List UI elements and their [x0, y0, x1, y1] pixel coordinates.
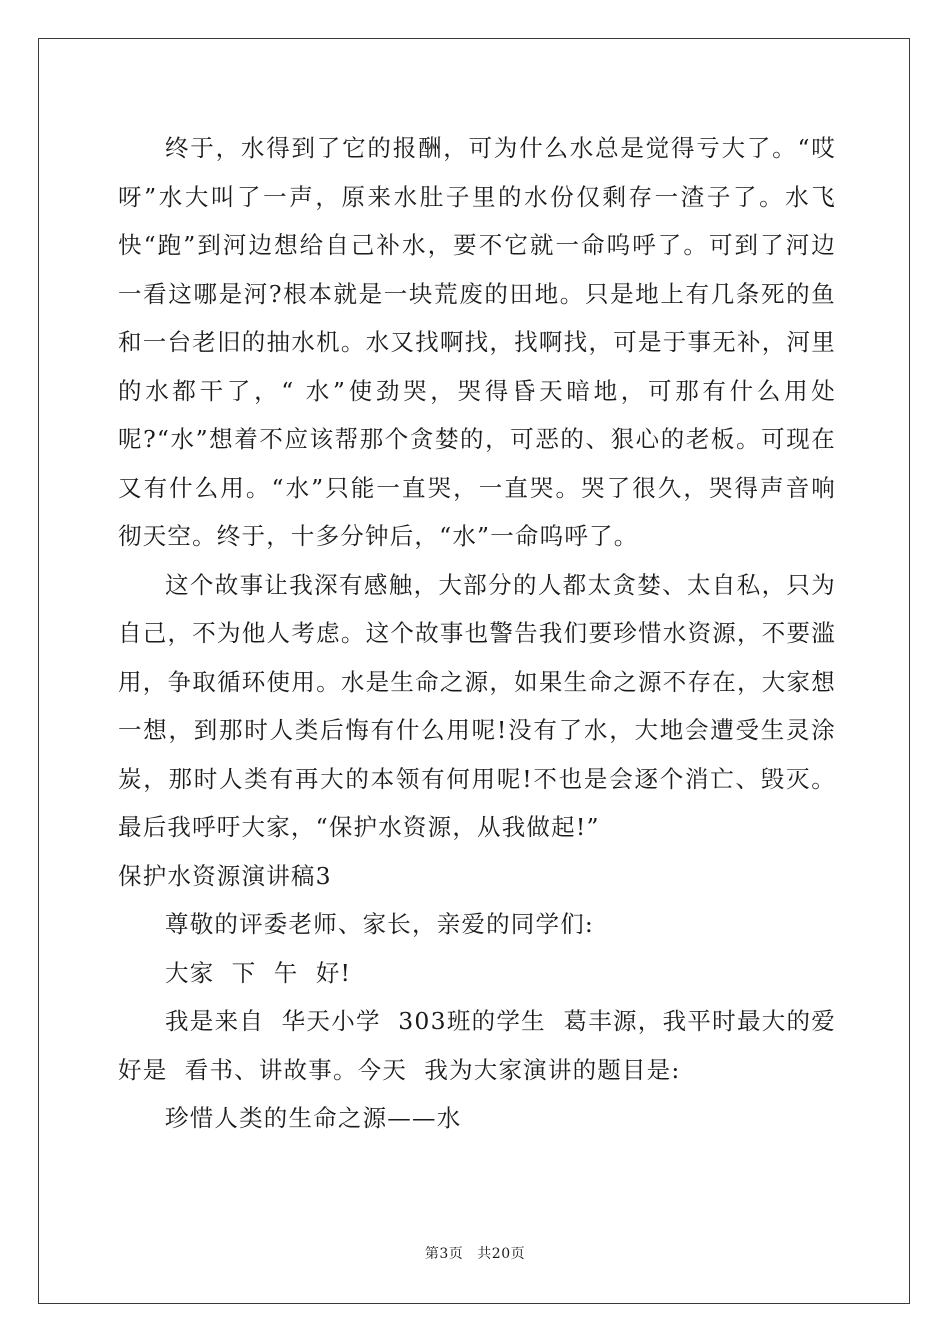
speech-introduction: 我是来自 华天小学 303班的学生 葛丰源，我平时最大的爱好是 看书、讲故事。今天 我为大家演讲的题目是: — [118, 1007, 836, 1084]
page-number: 第3页 — [424, 1246, 464, 1262]
page-footer — [0, 1243, 950, 1263]
speech-greeting: 大家 下 午 好! — [165, 958, 352, 987]
speech-salutation: 尊敬的评委老师、家长，亲爱的同学们: — [165, 910, 595, 938]
paragraph-story-ending: 终于，水得到了它的报酬，可为什么水总是觉得亏大了。“哎呀”水大叫了一声，原来水肚子里的水份仅剩存一渣子了。水飞快“跑”到河边想给自己补水，要不它就一命呜呼了。可到了河边一看这哪是河?根本就是一块荒废的田地。只是地上有几条死的鱼和一台老旧的抽水机。水又找啊找，找啊找，可是于事无补，河里的水都干了，“ 水”使劲哭，哭得昏天暗地，可那有什么用处呢?“水”想着不应该帮那个贪婪的，可恶的、狠心的老板。可现在又有什么用。“水”只能一直哭，一直哭。哭了很久，哭得声音响彻天空。终于，十多分钟后，“水”一命呜呼了。 — [118, 134, 836, 550]
page-total: 共20页 — [477, 1246, 526, 1262]
document-body — [118, 124, 836, 1143]
section-heading: 保护水资源演讲稿3 — [118, 861, 332, 890]
speech-title: 珍惜人类的生命之源——水 — [165, 1104, 462, 1132]
paragraph-reflection: 这个故事让我深有感触，大部分的人都太贪婪、太自私，只为自己，不为他人考虑。这个故事也警告我们要珍惜水资源，不要滥用，争取循环使用。水是生命之源，如果生命之源不存在，大家想一想，到那时人类后悔有什么用呢!没有了水，大地会遭受生灵涂炭，那时人类有再大的本领有何用呢!不也是会逐个消亡、毁灭。最后我呼吁大家，“保护水资源，从我做起!” — [118, 570, 836, 841]
